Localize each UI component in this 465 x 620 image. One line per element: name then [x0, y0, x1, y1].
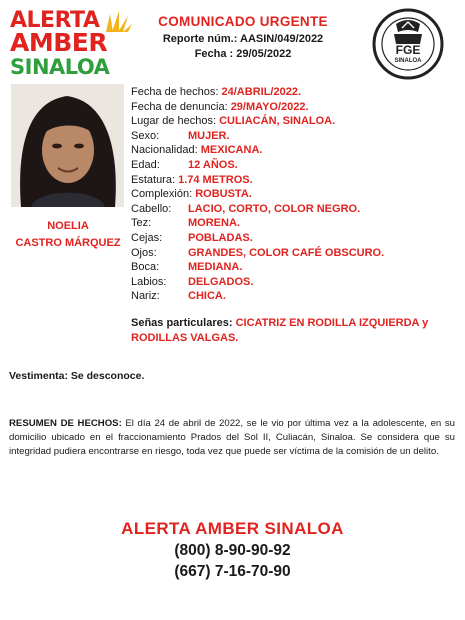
bulletin-header	[128, 14, 358, 60]
detail-row	[131, 173, 335, 188]
detail-label: Boca:	[131, 261, 160, 274]
fge-seal-icon	[372, 8, 444, 80]
detail-value: 12 AÑOS.	[188, 158, 238, 171]
missing-person-photo	[11, 84, 124, 207]
distinguishing-marks-value: CICATRIZ EN RODILLA IZQUIERDA y RODILLAS VALGAS.	[131, 317, 429, 344]
person-first-name: NOELIA	[47, 220, 89, 232]
distinguishing-marks-label: Señas particulares:	[131, 317, 236, 329]
detail-row	[131, 216, 335, 231]
logo-line-alerta: ALERTA	[10, 8, 100, 33]
phone-number-2[interactable]: (667) 7-16-70-90	[174, 563, 291, 580]
detail-row	[131, 143, 335, 158]
detail-row	[131, 114, 335, 129]
detail-value: DELGADOS.	[188, 275, 254, 288]
person-last-name: CASTRO MÁRQUEZ	[15, 237, 121, 249]
detail-row	[131, 158, 335, 173]
detail-label: Lugar de hechos:	[131, 115, 220, 128]
summary-text: El día 24 de abril de 2022, se le vio por última vez a la adolescente, en su domicilio ubicado en el fraccionamiento Prados del Sol II, Culiacán, Sinaloa. Se considera que su integridad pudiera encontrarse en riesgo, toda vez que puede ser víctima de la comisión de un delito.	[9, 418, 455, 458]
report-date: Fecha : 29/05/2022	[194, 48, 292, 60]
detail-row	[131, 129, 335, 144]
bulletin-title: COMUNICADO URGENTE	[158, 14, 328, 29]
detail-value: 1.74 METROS.	[178, 173, 253, 186]
detail-row	[131, 289, 335, 304]
detail-row	[131, 187, 335, 202]
detail-row	[131, 231, 335, 246]
detail-label: Sexo:	[131, 129, 160, 142]
detail-label: Estatura:	[131, 173, 179, 186]
detail-label: Fecha de hechos:	[131, 86, 222, 98]
detail-row	[131, 202, 361, 217]
detail-value: POBLADAS.	[188, 231, 253, 244]
detail-row	[131, 260, 335, 275]
detail-value: MORENA.	[188, 217, 240, 230]
detail-value: MEDIANA.	[188, 261, 243, 274]
distinguishing-marks	[131, 316, 457, 346]
detail-label: Edad:	[131, 158, 160, 171]
detail-label: Tez:	[131, 217, 152, 230]
footer-title: ALERTA AMBER SINALOA	[121, 519, 344, 538]
detail-value: MUJER.	[188, 129, 230, 142]
phone-number-1[interactable]: (800) 8-90-90-92	[174, 542, 291, 559]
detail-row	[131, 246, 385, 261]
detail-label: Cabello:	[131, 202, 172, 215]
seal-abbr: FGE	[395, 43, 421, 57]
detail-value: LACIO, CORTO, COLOR NEGRO.	[188, 202, 361, 215]
report-number: Reporte núm.: AASIN/049/2022	[162, 33, 324, 45]
detail-label: Ojos:	[131, 246, 157, 259]
detail-row	[131, 85, 335, 100]
detail-value: 29/MAYO/2022.	[230, 100, 309, 113]
detail-label: Nariz:	[131, 290, 160, 303]
detail-label: Fecha de denuncia:	[131, 100, 231, 113]
summary-of-events	[9, 417, 455, 460]
clothing-value: Se desconoce.	[70, 370, 145, 382]
summary-label: RESUMEN DE HECHOS:	[9, 418, 122, 429]
detail-label: Complexión:	[131, 188, 196, 201]
detail-label: Nacionalidad:	[131, 144, 201, 157]
clothing-line	[9, 370, 144, 382]
detail-row	[131, 100, 335, 115]
clothing-label: Vestimenta:	[9, 370, 71, 382]
detail-value: CHICA.	[188, 290, 226, 303]
detail-label: Labios:	[131, 275, 167, 288]
detail-row	[131, 275, 335, 290]
logo-line-sinaloa: SINALOA	[10, 55, 110, 79]
detail-value: ROBUSTA.	[195, 188, 252, 201]
detail-value: GRANDES, COLOR CAFÉ OBSCURO.	[188, 246, 385, 259]
detail-value: CULIACÁN, SINALOA.	[219, 115, 336, 128]
logo-line-amber: AMBER	[10, 28, 108, 57]
detail-value: MEXICANA.	[200, 144, 263, 157]
detail-value: 24/ABRIL/2022.	[221, 86, 301, 98]
seal-state: SINALOA	[394, 58, 422, 64]
portrait-image	[11, 84, 124, 207]
contact-footer	[0, 519, 465, 581]
person-name	[0, 218, 136, 252]
detail-label: Cejas:	[131, 231, 163, 244]
alerta-amber-logo	[10, 10, 128, 80]
person-details-list	[131, 85, 385, 304]
